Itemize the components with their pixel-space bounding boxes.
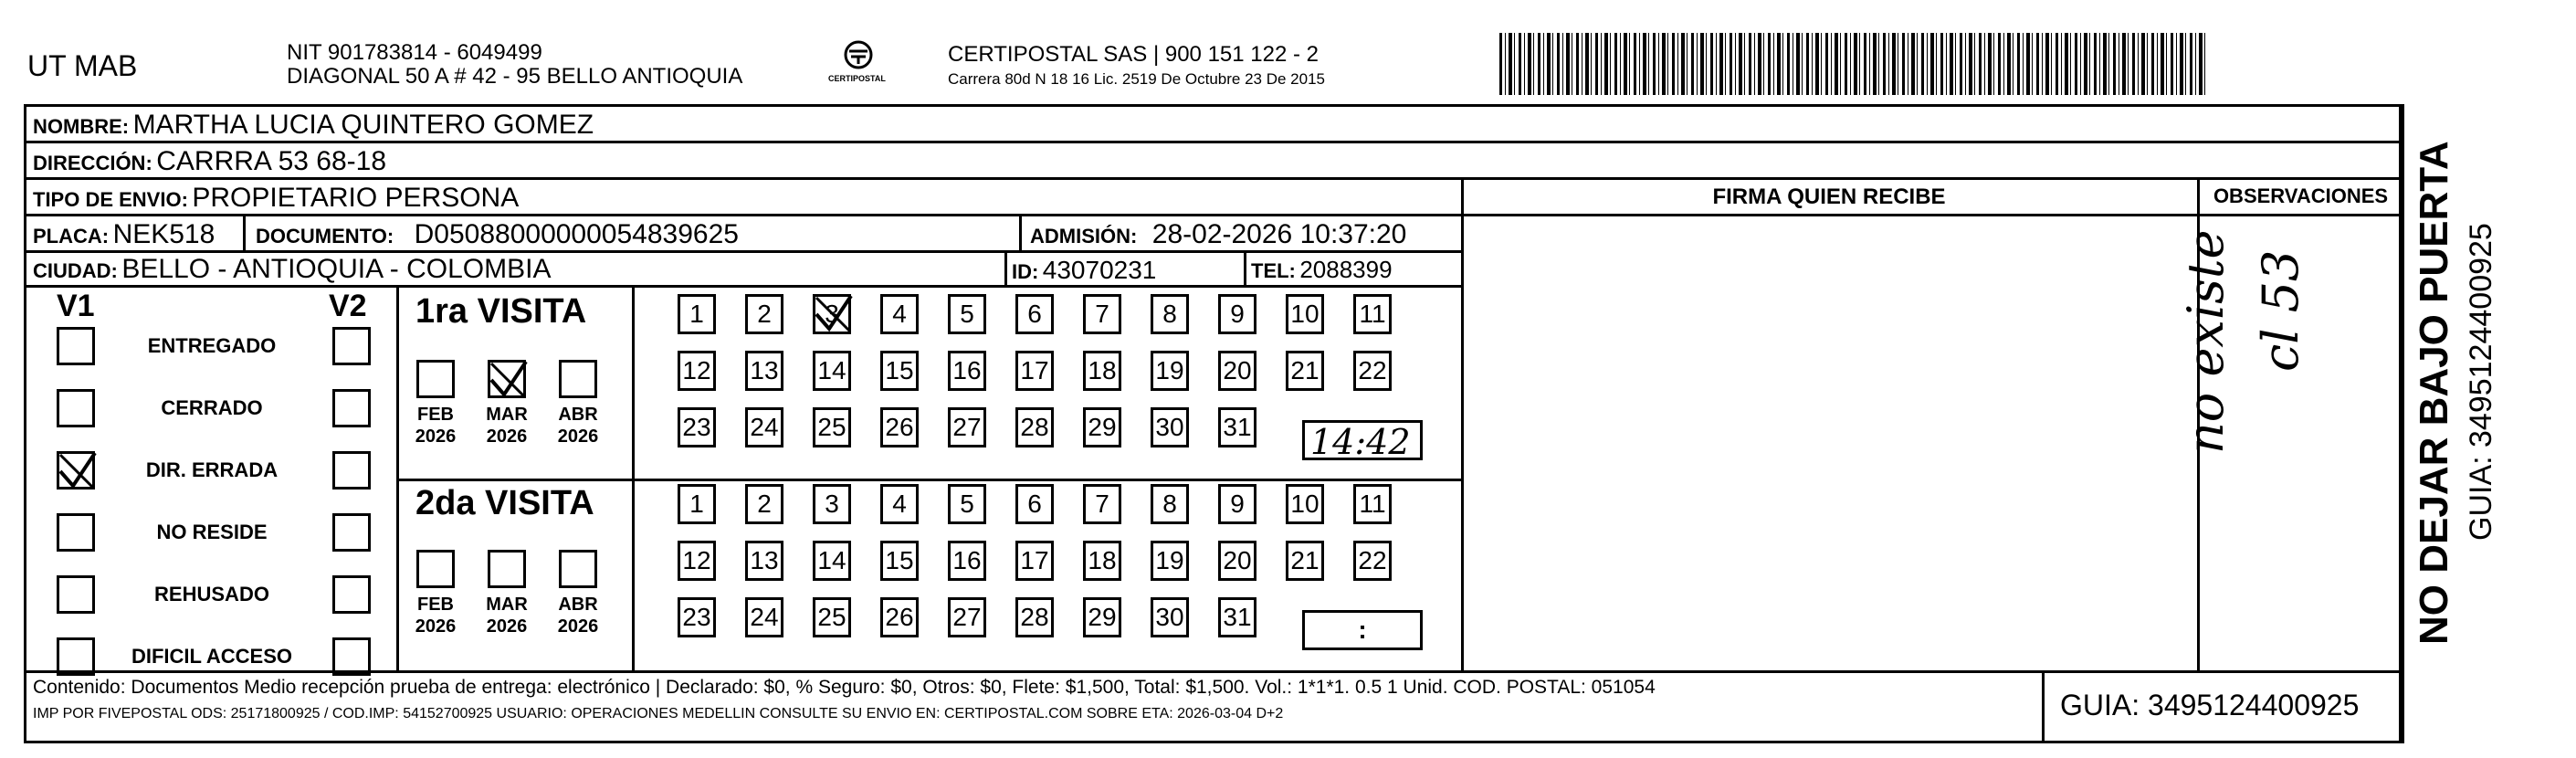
day-box[interactable]: 13 (745, 541, 783, 581)
v1-label: V1 (57, 289, 95, 323)
day-box[interactable]: 16 (948, 351, 986, 391)
observations-header: OBSERVACIONES (2213, 184, 2389, 207)
day-box[interactable]: 9 (1218, 484, 1256, 524)
day-box[interactable]: 19 (1151, 351, 1189, 391)
day-box[interactable]: 25 (813, 407, 851, 447)
admission-label: ADMISIÓN: (1030, 225, 1138, 247)
footer-line-2: IMP POR FIVEPOSTAL ODS: 25171800925 / COD.IMP: 54152700925 USUARIO: OPERACIONES MEDELLIN CONSULTE SU ENVIO EN: CERTIPOSTAL.COM SOBRE ETA: 2026-03-04 D+2 (33, 706, 1284, 721)
address-label: DIRECCIÓN: (33, 152, 152, 174)
day-box[interactable]: 31 (1218, 597, 1256, 637)
day-box[interactable]: 14 (813, 351, 851, 391)
document-value: D05088000000054839625 (414, 219, 739, 249)
barcode (1499, 33, 2208, 95)
company-address: DIAGONAL 50 A # 42 - 95 BELLO ANTIOQUIA (287, 64, 743, 89)
day-box[interactable]: 2 (745, 484, 783, 524)
id-value: 43070231 (1042, 256, 1157, 284)
plate-value: NEK518 (112, 219, 216, 249)
day-box[interactable]: 29 (1083, 597, 1121, 637)
day-box[interactable]: 27 (948, 407, 986, 447)
day-box[interactable]: 22 (1353, 351, 1392, 391)
admission-value: 28-02-2026 10:37:20 (1151, 219, 1407, 249)
day-box[interactable]: 23 (678, 597, 716, 637)
month-year: 2026 (415, 426, 457, 447)
day-box[interactable]: 10 (1286, 484, 1324, 524)
month-label: FEB (417, 405, 454, 425)
day-box[interactable]: 19 (1151, 541, 1189, 581)
type-value: PROPIETARIO PERSONA (192, 183, 520, 213)
day-box[interactable]: 21 (1286, 351, 1324, 391)
day-box[interactable]: 13 (745, 351, 783, 391)
day-box[interactable]: 9 (1218, 294, 1256, 334)
month-checkbox[interactable] (488, 360, 526, 398)
month-label: ABR (558, 595, 598, 615)
day-box[interactable]: 11 (1353, 294, 1392, 334)
day-box[interactable]: 28 (1015, 597, 1054, 637)
day-box[interactable]: 14 (813, 541, 851, 581)
status-label: NO RESIDE (156, 521, 268, 543)
day-box[interactable]: 12 (678, 351, 716, 391)
address-row (33, 148, 386, 175)
day-box[interactable]: 18 (1083, 351, 1121, 391)
day-box[interactable]: 22 (1353, 541, 1392, 581)
type-label: TIPO DE ENVIO: (33, 188, 188, 211)
day-box[interactable]: 6 (1015, 294, 1054, 334)
day-box[interactable]: 24 (745, 597, 783, 637)
address-value: CARRRA 53 68-18 (156, 146, 387, 176)
day-box[interactable]: 10 (1286, 294, 1324, 334)
observation-line-2: cl 53 (2252, 249, 2309, 372)
day-box[interactable]: 28 (1015, 407, 1054, 447)
day-box[interactable]: 15 (880, 541, 919, 581)
status-label: CERRADO (161, 396, 263, 419)
month-year: 2026 (486, 616, 528, 637)
v1-checkbox[interactable] (57, 327, 95, 365)
month-checkbox[interactable] (559, 550, 597, 588)
tel-value: 2088399 (1299, 256, 1393, 283)
side-guia: GUIA: 3495124400925 (2464, 223, 2498, 541)
v2-checkbox[interactable] (332, 637, 371, 676)
month-year: 2026 (557, 616, 599, 637)
plate-row (33, 221, 215, 248)
document-row (256, 221, 739, 248)
visit1-title: 1ra VISITA (415, 292, 587, 331)
signature-area[interactable] (1464, 216, 2197, 670)
day-box[interactable]: 5 (948, 484, 986, 524)
day-box[interactable]: 8 (1151, 294, 1189, 334)
header (0, 0, 2576, 110)
certipostal-logo (826, 38, 890, 89)
day-box[interactable]: 18 (1083, 541, 1121, 581)
day-box[interactable]: 12 (678, 541, 716, 581)
day-box[interactable]: 4 (880, 294, 919, 334)
visit1-time-box[interactable] (1302, 420, 1423, 460)
month-year: 2026 (486, 426, 528, 447)
month-label: ABR (558, 405, 598, 425)
footer-guia: GUIA: 3495124400925 (2060, 689, 2360, 721)
day-box[interactable]: 4 (880, 484, 919, 524)
admission-row (1030, 221, 1406, 248)
day-box[interactable]: 2 (745, 294, 783, 334)
day-box[interactable]: 3 (813, 484, 851, 524)
day-box[interactable]: 26 (880, 407, 919, 447)
city-value: BELLO - ANTIOQUIA - COLOMBIA (121, 254, 552, 284)
id-label: ID: (1012, 260, 1039, 283)
month-label: FEB (417, 595, 454, 615)
month-checkbox[interactable] (488, 550, 526, 588)
month-label: MAR (486, 595, 528, 615)
observations-area[interactable] (2177, 216, 2402, 670)
month-year: 2026 (557, 426, 599, 447)
name-row (33, 111, 594, 139)
day-box[interactable]: 20 (1218, 351, 1256, 391)
v1-checkbox[interactable] (57, 451, 95, 490)
document-label: DOCUMENTO: (256, 225, 394, 247)
month-checkbox[interactable] (416, 550, 455, 588)
v1-checkbox[interactable] (57, 575, 95, 614)
city-row (33, 256, 551, 283)
visit2-time: : (1358, 616, 1367, 644)
logo-text: CERTIPOSTAL (828, 74, 886, 83)
company-nit: NIT 901783814 - 6049499 (287, 40, 542, 65)
month-checkbox[interactable] (416, 360, 455, 398)
observation-line-1: no existe (2177, 229, 2234, 454)
tel-label: TEL: (1251, 259, 1296, 282)
v2-checkbox[interactable] (332, 575, 371, 614)
id-row (1012, 258, 1156, 283)
day-box[interactable]: 11 (1353, 484, 1392, 524)
day-box[interactable]: 15 (880, 351, 919, 391)
month-checkbox[interactable] (559, 360, 597, 398)
day-box[interactable]: 30 (1151, 597, 1189, 637)
day-box[interactable]: 27 (948, 597, 986, 637)
v2-checkbox[interactable] (332, 389, 371, 427)
visit2-title: 2da VISITA (415, 484, 594, 522)
company-name: UT MAB (27, 49, 138, 82)
day-box[interactable]: 17 (1015, 351, 1054, 391)
day-box[interactable]: 20 (1218, 541, 1256, 581)
month-label: MAR (486, 405, 528, 425)
status-label: DIFICIL ACCESO (131, 645, 292, 668)
day-box[interactable]: 21 (1286, 541, 1324, 581)
day-box[interactable]: 1 (678, 484, 716, 524)
carrier-license: Carrera 80d N 18 16 Lic. 2519 De Octubre 23 De 2015 (948, 70, 1325, 88)
day-box[interactable]: 3 (813, 294, 851, 334)
v2-checkbox[interactable] (332, 451, 371, 490)
tel-row (1251, 258, 1393, 281)
day-box[interactable]: 30 (1151, 407, 1189, 447)
day-box[interactable]: 5 (948, 294, 986, 334)
v1-checkbox[interactable] (57, 513, 95, 552)
day-box[interactable]: 24 (745, 407, 783, 447)
v2-checkbox[interactable] (332, 327, 371, 365)
day-box[interactable]: 8 (1151, 484, 1189, 524)
status-label: DIR. ERRADA (145, 458, 279, 481)
day-box[interactable]: 7 (1083, 294, 1121, 334)
v1-checkbox[interactable] (57, 389, 95, 427)
status-label: REHUSADO (154, 583, 269, 605)
month-year: 2026 (415, 616, 457, 637)
side-warning: NO DEJAR BAJO PUERTA (2412, 141, 2456, 645)
v1-checkbox[interactable] (57, 637, 95, 676)
footer-line-1: Contenido: Documentos Medio recepción prueba de entrega: electrónico | Declarado: $0, % Seguro: $0, Otros: $0, Flete: $1,500, Total: $1,500. Vol.: 1*1*1. 0.5 1 Unid. COD. POSTAL: 051054 (33, 677, 1656, 698)
visit1-time: 14:42 (1310, 422, 1411, 462)
signature-header: FIRMA QUIEN RECIBE (1712, 184, 1946, 209)
name-value: MARTHA LUCIA QUINTERO GOMEZ (132, 110, 594, 140)
type-row (33, 184, 519, 212)
day-box[interactable]: 7 (1083, 484, 1121, 524)
day-box[interactable]: 16 (948, 541, 986, 581)
city-label: CIUDAD: (33, 259, 118, 282)
status-label: ENTREGADO (147, 334, 277, 357)
visit2-time-box[interactable] (1302, 610, 1423, 650)
plate-label: PLACA: (33, 225, 110, 247)
v2-label: V2 (329, 289, 367, 323)
day-box[interactable]: 31 (1218, 407, 1256, 447)
carrier-name: CERTIPOSTAL SAS | 900 151 122 - 2 (948, 42, 1319, 67)
day-box[interactable]: 26 (880, 597, 919, 637)
day-box[interactable]: 1 (678, 294, 716, 334)
day-box[interactable]: 25 (813, 597, 851, 637)
name-label: NOMBRE: (33, 115, 130, 138)
day-box[interactable]: 17 (1015, 541, 1054, 581)
v2-checkbox[interactable] (332, 513, 371, 552)
day-box[interactable]: 29 (1083, 407, 1121, 447)
day-box[interactable]: 23 (678, 407, 716, 447)
day-box[interactable]: 6 (1015, 484, 1054, 524)
